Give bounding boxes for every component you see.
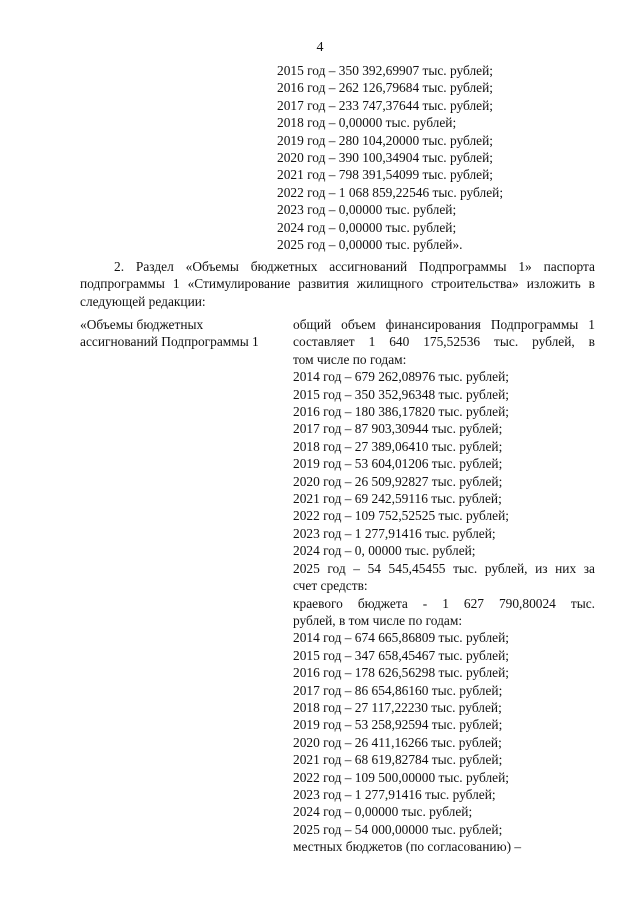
list-item: 2024 год – 0,00000 тыс. рублей; — [293, 804, 473, 820]
paragraph-text: 2. Раздел «Объемы бюджетных ассигнований Подпрограммы 1» паспорта подпрограммы 1 «Стимулирование развития жилищного строительства» изложить в следующей редакции: — [80, 259, 595, 309]
table-right-cell — [293, 316, 595, 856]
list-item: 2018 год – 0,00000 тыс. рублей; — [277, 115, 457, 131]
top-funding-list — [277, 62, 503, 253]
list-item: 2020 год – 26 509,92827 тыс. рублей; — [293, 473, 503, 489]
list-item: 2015 год – 350 352,96348 тыс. рублей; — [293, 386, 510, 402]
total-intro: общий объем финансирования Подпрограммы 1 составляет 1 640 175,52536 тыс. рублей, в — [293, 317, 595, 350]
list-item: 2021 год – 68 619,82784 тыс. рублей; — [293, 752, 503, 768]
list-item: 2017 год – 86 654,86160 тыс. рублей; — [293, 682, 503, 698]
regional-budget-intro-end: рублей, в том числе по годам: — [293, 612, 463, 628]
list-item: 2019 год – 53 258,92594 тыс. рублей; — [293, 717, 503, 733]
list-item: 2024 год – 0,00000 тыс. рублей; — [277, 219, 457, 235]
list-item: 2015 год – 347 658,45467 тыс. рублей; — [293, 647, 510, 663]
list-item: 2023 год – 1 277,91416 тыс. рублей; — [293, 525, 496, 541]
list-item: 2023 год – 1 277,91416 тыс. рублей; — [293, 786, 496, 802]
list-item: 2017 год – 87 903,30944 тыс. рублей; — [293, 421, 503, 437]
list-item: 2016 год – 180 386,17820 тыс. рублей; — [293, 404, 510, 420]
list-item: 2021 год – 798 391,54099 тыс. рублей; — [277, 167, 494, 183]
list-item: 2014 год – 674 665,86809 тыс. рублей; — [293, 630, 510, 646]
list-item: 2014 год – 679 262,08976 тыс. рублей; — [293, 369, 510, 385]
list-item-2025-end: счет средств: — [293, 578, 368, 594]
left-cell-line: «Объемы бюджетных — [80, 317, 204, 332]
list-item: 2025 год – 0,00000 тыс. рублей». — [277, 237, 463, 253]
page-number: 4 — [316, 40, 324, 55]
list-item: 2025 год – 54 000,00000 тыс. рублей; — [293, 821, 503, 837]
table-left-cell — [80, 316, 280, 351]
list-item: 2016 год – 262 126,79684 тыс. рублей; — [277, 80, 494, 96]
list-item: 2022 год – 1 068 859,22546 тыс. рублей; — [277, 184, 504, 200]
amendment-paragraph — [80, 258, 595, 310]
list-item: 2022 год – 109 752,52525 тыс. рублей; — [293, 508, 510, 524]
list-item: 2019 год – 53 604,01206 тыс. рублей; — [293, 456, 503, 472]
list-item: 2017 год – 233 747,37644 тыс. рублей; — [277, 97, 494, 113]
left-cell-line: ассигнований Подпрограммы 1 — [80, 334, 259, 350]
list-item: 2019 год – 280 104,20000 тыс. рублей; — [277, 132, 494, 148]
list-item: 2018 год – 27 117,22230 тыс. рублей; — [293, 699, 502, 715]
list-item: 2018 год – 27 389,06410 тыс. рублей; — [293, 438, 503, 454]
total-intro-end: том числе по годам: — [293, 351, 407, 367]
list-item: 2021 год – 69 242,59116 тыс. рублей; — [293, 491, 502, 507]
list-item: 2015 год – 350 392,69907 тыс. рублей; — [277, 63, 494, 78]
local-budget-line: местных бюджетов (по согласованию) – — [293, 839, 522, 855]
list-item-2025: 2025 год – 54 545,45455 тыс. рублей, из них за — [293, 560, 595, 576]
list-item: 2020 год – 26 411,16266 тыс. рублей; — [293, 734, 502, 750]
list-item: 2023 год – 0,00000 тыс. рублей; — [277, 202, 457, 218]
regional-budget-intro: краевого бюджета - 1 627 790,80024 тыс. — [293, 595, 595, 611]
list-item: 2016 год – 178 626,56298 тыс. рублей; — [293, 665, 510, 681]
list-item: 2020 год – 390 100,34904 тыс. рублей; — [277, 150, 494, 166]
list-item: 2022 год – 109 500,00000 тыс. рублей; — [293, 769, 510, 785]
list-item: 2024 год – 0, 00000 тыс. рублей; — [293, 543, 476, 559]
